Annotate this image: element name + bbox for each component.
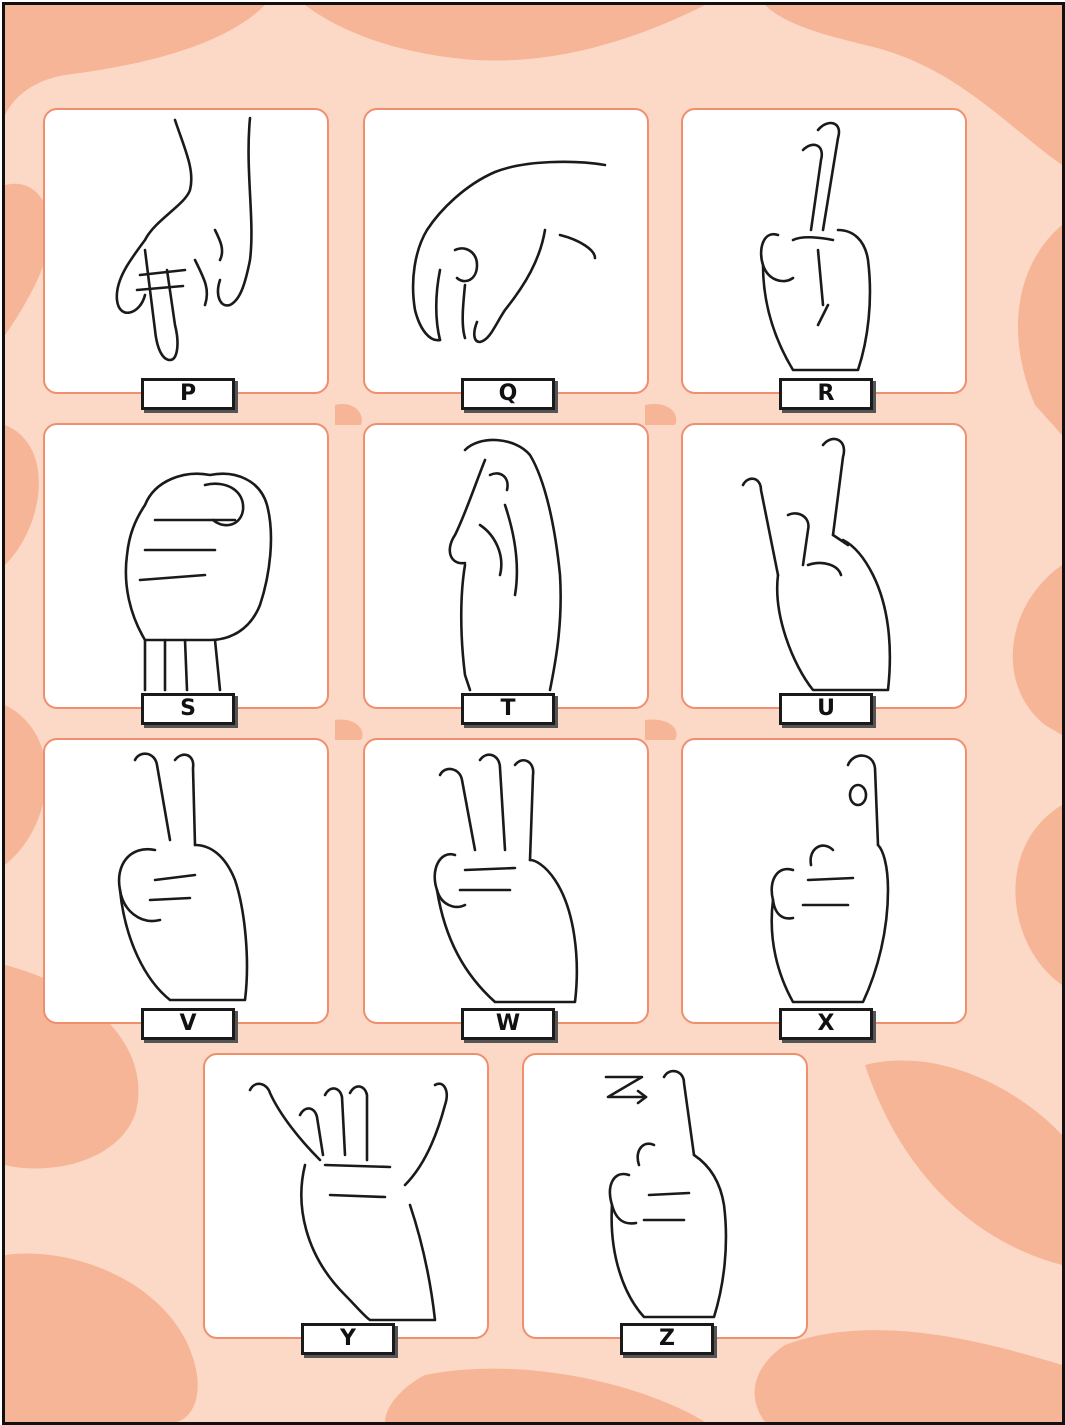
sign-card-s [43,423,329,721]
sign-card-w [363,738,649,1036]
sign-card-u [681,423,967,721]
letter-label-x: X [779,1008,873,1040]
letter-label-w: W [461,1008,555,1040]
hand-sign-p-icon [45,110,331,396]
sign-card-y [203,1053,489,1351]
hand-sign-x-icon [683,740,969,1026]
sign-card-v [43,738,329,1036]
letter-label-y: Y [301,1323,395,1355]
sign-card-p [43,108,329,406]
sign-card-z [522,1053,808,1351]
letter-label-s: S [141,693,235,725]
sign-card-x [681,738,967,1036]
letter-label-u: U [779,693,873,725]
hand-sign-r-icon [683,110,969,396]
letter-label-q: Q [461,378,555,410]
hand-sign-z-icon [524,1055,810,1341]
hand-sign-u-icon [683,425,969,711]
letter-label-t: T [461,693,555,725]
letter-label-z: Z [620,1323,714,1355]
letter-label-p: P [141,378,235,410]
hand-sign-s-icon [45,425,331,711]
hand-sign-v-icon [45,740,331,1026]
hand-sign-y-icon [205,1055,491,1341]
sign-alphabet-poster [2,2,1065,1425]
sign-card-q [363,108,649,406]
letter-label-v: V [141,1008,235,1040]
sign-card-r [681,108,967,406]
hand-sign-w-icon [365,740,651,1026]
sign-card-t [363,423,649,721]
hand-sign-q-icon [365,110,651,396]
hand-sign-t-icon [365,425,651,711]
letter-label-r: R [779,378,873,410]
